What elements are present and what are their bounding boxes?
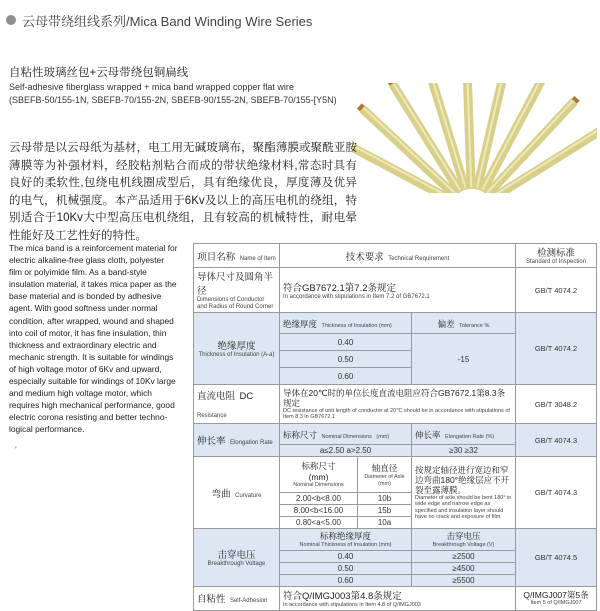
description-en-line: The mica band is a reinforcement material for xyxy=(9,243,178,253)
row-resistance: 直流电阻 DC Resistance 导体在20℃时的单位长度直流电阻应符合GB7672.1第8.3条规定 DC resistance of unit length of conductor at 20℃ should be in accordance with stipulations of Item 8.3 in GB7672.1 GB/T 3048.2 xyxy=(194,385,597,424)
description-en-line: condition, after wrapped, wound and shaped xyxy=(9,315,174,326)
description-en-line: electric corona resisting and better techno- xyxy=(9,412,168,423)
description-en-line: agent. With good softness under normal xyxy=(9,303,158,314)
description-en-line: and medium high voltage motor, which xyxy=(9,388,152,399)
description-en-line: base material and is bonded by adhesive xyxy=(9,291,162,302)
description-en-line: thickness and extraordinary electric and xyxy=(9,339,157,350)
row-elongation-head: 伸长率 Elongation Rate 标称尺寸 Nominal Dimensions (mm) 伸长率 Elongation Rate (%) GB/T 4074.3 xyxy=(194,424,597,445)
wire-sample xyxy=(467,83,472,189)
section-title: 云母带绕组线系列/Mica Band Winding Wire Series xyxy=(22,14,313,29)
row-breakdown-head: 击穿电压 Breakthrough Voltage 标称绝缘厚度 Nominal Thickness of Insulation (mm) 击穿电压 Breakthrough Voltage (V) GB/T 4074.5 xyxy=(194,529,597,551)
header-bullet-icon xyxy=(6,15,16,25)
spec-table: 项目名称 Name of Item 技术要求 Technical Requirement 检测标准 Standard of Inspection 导体尺寸及圆角半径 Dimensions of Conductor and Radius of Round Corner 符合GB7672.1第7.2条规定 In accordance with stipulations in Item 7.2 of GB7672.1 GB/T 4074.2 绝缘厚度 Thickness of Insulation (A-a) 绝缘厚度 Thickness of Insulation (mm) 偏差 Tolerance % GB/T 4074.2 0.40 -15 0.50 0.60 直流电阻 DC Resistance 导体在20℃时的单位长度直流电阻应符合GB7672.1第8.3条规定 DC resistance of unit length of conductor at 20℃ should be in accordance with stipulations of Item 8.3 in GB7672.1 GB/T 3048.2 伸长率 Elongation Rate 标称尺寸 Nominal Dimensions (mm) 伸长率 Elongation Rate (%) GB/T 4074.3 a≤2.50 a>2.50 ≥30 ≥32 弯曲 Curvature 标称尺寸 (mm) Nominal Dimensions 轴直径 Diameter of Axle (mm) 按规定轴径进行宽边和窄边弯曲180°绝缘层应不开裂至露薄膜。 Diameter of axle should be bent 180° in wide edge and narrow edge as specified and insulation layer should have no crack and exposure of film. GB/T 4074.3 2.00<b<8.00 10b 8.00<b<16.00 15b 0.80<a<5.00 10a 击穿电压 Breakthrough Voltage 标称绝缘厚度 Nominal Thickness of Insulation (mm) 击穿电压 Breakthrough Voltage (V) GB/T 4074.5 0.40 ≥2500 0.50 ≥4500 0.60 ≥5500 自粘性 Self-Adhesion 符合Q/IMGJ003第4.8条规定 In accordance with stipulations in Item 4.8 of Q/IMGJ003 Q/IMGJ007第5条 Item 5 of Q/IMGJ007 xyxy=(193,243,597,611)
description-en-line: of high voltage motor of 6Kv and upward, xyxy=(9,363,162,374)
header-requirement: 技术要求 Technical Requirement xyxy=(280,244,516,268)
header-item: 项目名称 Name of Item xyxy=(194,244,280,268)
row-thickness-head: 绝缘厚度 Thickness of Insulation (A-a) 绝缘厚度 Thickness of Insulation (mm) 偏差 Tolerance % GB/T 4074.2 xyxy=(194,313,597,334)
row-curvature-head: 弯曲 Curvature 标称尺寸 (mm) Nominal Dimensions 轴直径 Diameter of Axle (mm) 按规定轴径进行宽边和窄边弯曲180°绝缘层应不开裂至露薄膜。 Diameter of axle should be bent 180° in wide edge and narrow edge as specified and insulation layer should have no crack and exposure of film. GB/T 4074.3 xyxy=(194,457,597,493)
product-title-en: Self-adhesive fiberglass wrapped + mica band wrapped copper flat wire xyxy=(9,82,294,92)
row-adhesion: 自粘性 Self-Adhesion 符合Q/IMGJ003第4.8条规定 In accordance with stipulations in Item 4.8 of Q/IMGJ003 Q/IMGJ007第5条 Item 5 of Q/IMGJ007 xyxy=(194,587,597,611)
tick-mark-icon: ' xyxy=(15,445,17,455)
description-en-line: into coil of motor, it has fine insulation, thin xyxy=(9,327,167,338)
description-en-line: logical performance. xyxy=(9,424,85,435)
description-en-line: especially suitable for windings of 10Kv large xyxy=(9,376,176,387)
description-en-line: insulation material, it takes mica paper as the xyxy=(9,279,177,290)
description-zh: 云母带是以云母纸为基材，电工用无碱玻璃布，聚酯薄膜或聚酰亚胺薄膜等为补强材料，经胶粘剂粘合而成的带状绝缘材料,常态时具有良好的柔软性,包绕电机线圈成型后，具有绝缘优良，厚度薄及优异的电气，机械强度。本产品适用于6Kv及以上的高压电机的绕组，特别适合于10Kv大中型高压电机绕组，且有较高的机械特性，耐电晕性能好及工艺性好的特性。 xyxy=(9,142,357,242)
description-en-line: electric alkaline-free glass cloth, polyester xyxy=(9,255,165,266)
product-models: (SBEFB-50/155-1N, SBEFB-70/155-2N, SBEFB-90/155-2N, SBEFB-70/155-[Y5N) xyxy=(9,95,337,105)
description-en-line: requires high mechanical performance, good xyxy=(9,400,175,411)
row-dimensions: 导体尺寸及圆角半径 Dimensions of Conductor and Radius of Round Corner 符合GB7672.1第7.2条规定 In accordance with stipulations in Item 7.2 of GB7672.1 GB/T 4074.2 xyxy=(194,268,597,313)
header-standard: 检测标准 Standard of Inspection xyxy=(516,244,597,268)
description-en xyxy=(9,242,177,436)
description-en-line: film or polyimide film. As a band-style xyxy=(9,267,147,278)
product-title: 自粘性玻璃丝包+云母带绕包铜扁线 xyxy=(9,67,189,79)
description-en-line: mechanic strength. It is suitable for windings xyxy=(9,351,174,362)
wire-samples-image xyxy=(352,83,597,193)
wire-sample xyxy=(487,98,577,193)
